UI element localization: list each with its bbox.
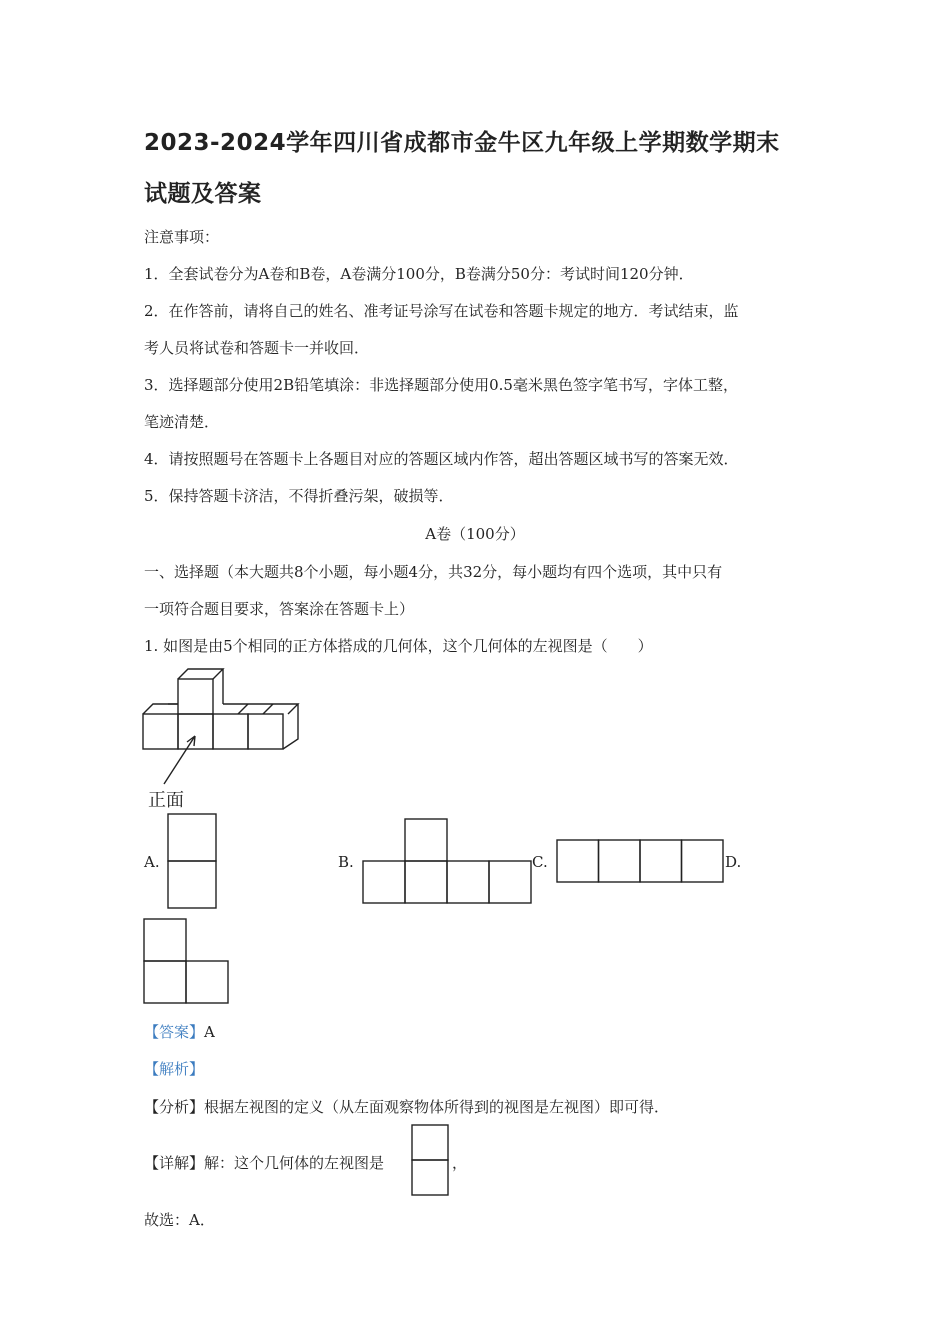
- analysis-line: [144, 1058, 204, 1079]
- detail-line: [144, 1152, 384, 1173]
- top-cube-front: [178, 679, 213, 714]
- row-top-divider-2: [263, 704, 273, 714]
- bottom-cube-4: [248, 714, 283, 749]
- option-a-label: A.: [144, 853, 160, 871]
- option-c-figure[interactable]: [557, 840, 725, 884]
- fenxi-tag: 【分析】: [144, 1098, 205, 1116]
- note-item-4: 4．请按照题号在答题卡上各题目对应的答题区域内作答，超出答题区域书写的答案无效．: [144, 450, 739, 468]
- answer-line: [144, 1021, 215, 1042]
- option-b-label: B.: [338, 853, 354, 871]
- notes-heading: 注意事项：: [144, 228, 220, 246]
- note-item-2a: 2．在作答前，请将自己的姓名、准考证号涂写在试卷和答题卡规定的地方．考试结束，监: [144, 302, 739, 320]
- note-item-1: 1．全套试卷分为A卷和B卷，A卷满分100分，B卷满分50分：考试时间120分钟．: [144, 265, 694, 283]
- option-d-label: D.: [725, 853, 742, 871]
- detail-end: ，: [452, 1154, 468, 1172]
- answer-tag: 【答案】: [144, 1023, 205, 1041]
- question-1-stem: 1. 如图是由5个相同的正方体搭成的几何体，这个几何体的左视图是（ ）: [144, 637, 653, 655]
- option-c-label: C.: [532, 853, 548, 871]
- note-item-3a: 3．选择题部分使用2B铅笔填涂：非选择题部分使用0.5毫米黑色签字笔书写，字体工整，: [144, 376, 738, 394]
- part1-instruction-a: 一、选择题（本大题共8个小题，每小题4分，共32分，每小题均有四个选项，其中只有: [144, 563, 723, 581]
- note-item-5: 5．保持答题卡济洁，不得折叠污架，破损等．: [144, 487, 454, 505]
- row-top-left: [143, 704, 178, 714]
- fenxi-line: [144, 1096, 669, 1117]
- part1-instruction-b: 一项符合题目要求，答案涂在答题卡上）: [144, 600, 415, 618]
- option-a-figure[interactable]: [168, 814, 218, 910]
- option-d-figure[interactable]: [144, 919, 230, 1005]
- note-item-3b: 笔迹清楚．: [144, 413, 220, 431]
- paper-a-heading: A卷（100分）: [425, 525, 525, 543]
- detail-left-view-figure: [412, 1125, 450, 1197]
- answer-value: A: [204, 1023, 215, 1041]
- option-b-figure[interactable]: [363, 819, 533, 905]
- front-arrow: [160, 730, 220, 790]
- row-top-divider-1: [238, 704, 248, 714]
- conclusion-line: 故选：A．: [144, 1211, 215, 1229]
- detail-text: 解：这个几何体的左视图是: [204, 1154, 385, 1172]
- fenxi-text: 根据左视图的定义（从左面观察物体所得到的视图是左视图）即可得．: [204, 1098, 670, 1116]
- top-cube-top: [178, 669, 223, 679]
- row-top-right: [223, 704, 298, 714]
- analysis-tag: 【解析】: [144, 1060, 205, 1078]
- front-label: 正面: [148, 790, 184, 811]
- note-item-2b: 考人员将试卷和答题卡一并收回．: [144, 339, 370, 357]
- page-title-line1: 2023-2024学年四川省成都市金牛区九年级上学期数学期末: [144, 130, 780, 156]
- detail-tag: 【详解】: [144, 1154, 205, 1172]
- page-title-line2: 试题及答案: [144, 181, 262, 207]
